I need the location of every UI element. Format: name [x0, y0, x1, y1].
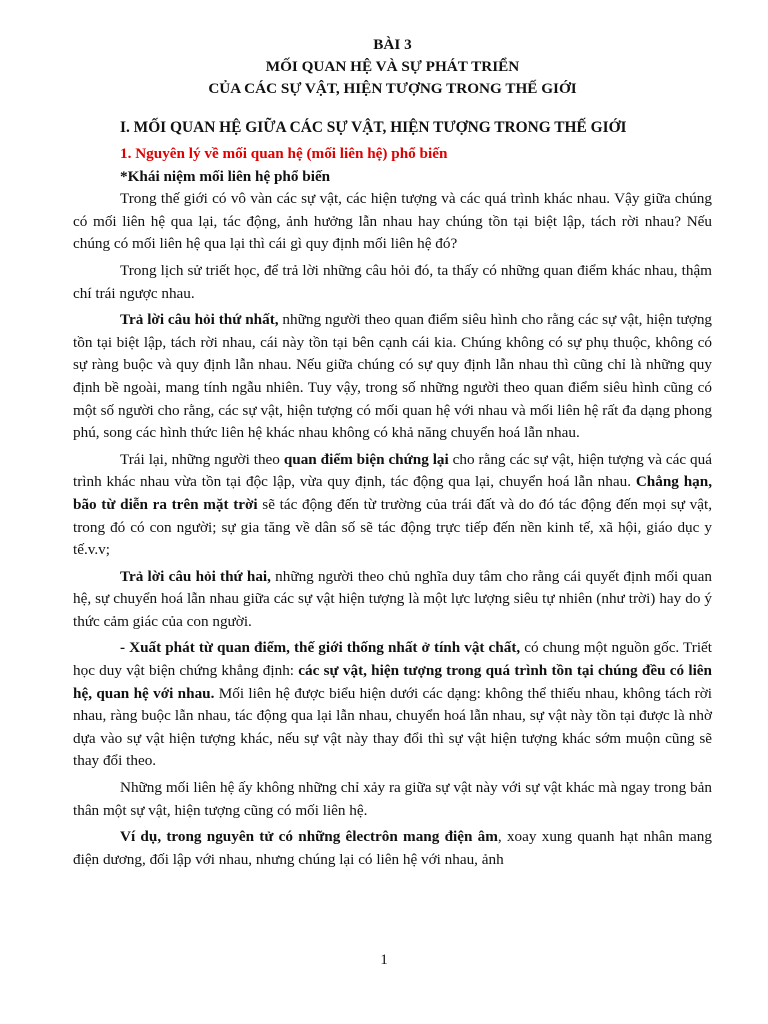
paragraph-4-bold-d: Chẳng hạn, bão từ diễn ra trên mặt trời — [73, 473, 712, 513]
section-heading: I. MỐI QUAN HỆ GIỮA CÁC SỰ VẬT, HIỆN TƯỢNG TRONG THẾ GIỚI — [120, 119, 627, 136]
paragraph-7: Những mối liên hệ ấy không những chỉ xảy ra giữa sự vật này với sự vật khác mà ngay trong bản thân một sự vật, hiện tượng cũng có mối liên hệ. — [73, 779, 712, 819]
paragraph-2: Trong lịch sử triết học, để trả lời những câu hỏi đó, ta thấy có những quan điểm khác nhau, thậm chí trái ngược nhau. — [73, 261, 712, 302]
paragraph-4-bold-b: quan điểm biện chứng lại — [283, 450, 449, 468]
paragraph-6 — [73, 637, 712, 773]
paragraph-6-text-d: Mối liên hệ được biểu hiện dưới các dạng: không thể thiếu nhau, không tách rời nhau, ràng buộc lẫn nhau, tác động qua lại lẫn nhau, chuyển hoá lẫn nhau, sự vật này tồn tại được là nhờ dựa vào sự vật hiện tượng khác, nếu sự vật này thay đổi thì sự vật hiện tượng khác sớm muộn cũng sẽ thay đổi theo. — [73, 684, 712, 770]
lesson-number: BÀI 3 — [373, 36, 412, 53]
page-number: 1 — [380, 951, 388, 968]
paragraph-8-text: , xoay xung quanh hạt nhân mang điện dương, đối lập với nhau, nhưng chúng lại có liên hệ với nhau, ảnh — [73, 828, 712, 868]
paragraph-6-bold-a: - Xuất phát từ quan điểm, thế giới thống nhất ở tính vật chất, — [120, 639, 521, 657]
paragraph-3-lead: Trả lời câu hỏi thứ nhất, — [120, 311, 279, 329]
title-line-2: CỦA CÁC SỰ VẬT, HIỆN TƯỢNG TRONG THẾ GIỚI — [208, 80, 577, 97]
paragraph-6-text-b: có chung một nguồn gốc. Triết học duy vật biện chứng khẳng định: — [73, 639, 712, 680]
paragraph-5-lead: Trả lời câu hỏi thứ hai, — [120, 567, 271, 585]
document-content — [73, 34, 712, 871]
paragraph-5-text: những người theo chủ nghĩa duy tâm cho rằng cái quyết định mối quan hệ, sự chuyển hoá lẫn nhau giữa các sự vật hiện tượng là một lực lượng siêu tự nhiên (như trời) hay do ý thức cảm giác của con người. — [73, 567, 712, 630]
subsection-heading: 1. Nguyên lý về mối quan hệ (mối liên hệ) phổ biến — [120, 145, 448, 162]
paragraph-5 — [73, 566, 712, 634]
paragraph-8 — [73, 826, 712, 871]
paragraph-4-text-a: Trái lại, những người theo — [120, 450, 284, 468]
concept-heading: *Khái niệm mối liên hệ phổ biến — [120, 167, 331, 185]
title-line-1: MỐI QUAN HỆ VÀ SỰ PHÁT TRIỂN — [265, 58, 520, 75]
paragraph-1: Trong thế giới có vô vàn các sự vật, các hiện tượng và các quá trình khác nhau. Vậy giữa chúng có mối liên hệ qua lại, tác động, ảnh hưởng lẫn nhau hay chúng tồn tại biệt lập, tách rời nhau? Nếu chúng có mối liên hệ qua lại thì cái gì quy định mối liên hệ đó? — [73, 190, 712, 253]
paragraph-6-bold-c: các sự vật, hiện tượng trong quá trình tồn tại chúng đều có liên hệ, quan hệ với nhau. — [73, 662, 712, 702]
paragraph-3-text: những người theo quan điểm siêu hình cho rằng các sự vật, hiện tượng tồn tại biệt lập, tách rời nhau, cái này tồn tại bên cạnh cái kia. Chúng không có sự phụ thuộc, không có sự ràng buộc và quy định lẫn nhau. Nếu giữa chúng có sự quy định lẫn nhau thì cũng chỉ là những quy định bề ngoài, mang tính ngẫu nhiên. Tuy vậy, trong số những người theo quan điểm siêu hình cũng có một số người cho rằng, các sự vật, hiện tượng có mối quan hệ với nhau và mối liên hệ rất đa dạng phong phú, song các hình thức liên hệ khác nhau không có khả năng chuyển hoá lẫn nhau. — [73, 311, 713, 442]
paragraph-4 — [73, 449, 712, 562]
paragraph-3 — [73, 309, 712, 445]
paragraph-8-lead: Ví dụ, trong nguyên tử có những êlectrôn mang điện âm — [120, 828, 498, 846]
paragraph-4-text-c: cho rằng các sự vật, hiện tượng và các quá trình khác nhau vừa tồn tại độc lập, vừa quy định, tác động qua lại, chuyển hoá lẫn nhau. — [73, 450, 712, 491]
paragraph-4-text-e: sẽ tác động đến từ trường của trái đất và do đó tác động đến mọi sự vật, trong đó có con người; sự gia tăng về dân số sẽ tác động trực tiếp đến nền kinh tế, xã hội, giáo dục y tế.v.v; — [73, 495, 712, 559]
